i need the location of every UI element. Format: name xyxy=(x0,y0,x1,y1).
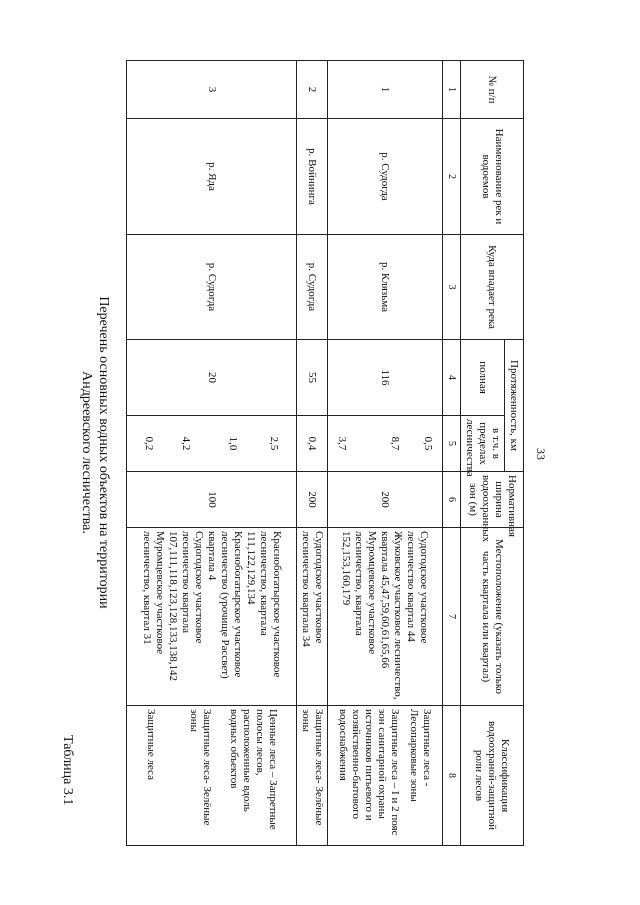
length-total: 55 xyxy=(297,340,328,416)
location-entry: Судогодское участковое лесничество квартал 44 xyxy=(405,531,431,644)
classification-entry: Защитные леса- Зелёные зоны xyxy=(188,709,213,826)
row-num: 2 xyxy=(297,61,328,119)
length-within-value: 8,7 xyxy=(389,436,402,451)
length-within-value: 4,2 xyxy=(180,436,193,451)
header-location: Местоположение (указать только часть квартала или квартал) xyxy=(461,528,524,706)
length-within-value: 0,2 xyxy=(143,436,156,451)
location-entry: Судогодское участковое лесничество квартала 107,111,118,123,128,133,138,142 xyxy=(167,531,205,682)
zone-width: 200 xyxy=(328,472,443,528)
header-classification: Классификация водоохраной-защитной роли лесов xyxy=(461,706,524,846)
table-row xyxy=(297,61,328,846)
classification: Защитные леса- Зелёные зоны xyxy=(297,706,328,846)
table-row xyxy=(127,61,297,846)
location-entry: Муромцевское участковое лесничество, квартала 152,153,160,179 xyxy=(340,531,379,655)
classification-entry: Защитные леса – I и 2 пояс зон санитарной охраны источников питьевого и хозяйственно-бытового водоснабжения xyxy=(337,709,402,836)
col-number: 4 xyxy=(443,340,461,416)
length-within xyxy=(127,416,297,472)
zone-width: 200 xyxy=(297,472,328,528)
length-within xyxy=(328,416,443,472)
length-within-value: 0,5 xyxy=(422,436,435,451)
water-objects-table xyxy=(126,60,524,846)
col-number: 3 xyxy=(443,235,461,340)
col-number: 8 xyxy=(443,706,461,846)
length-within: 0,4 xyxy=(297,416,328,472)
title-line-1: Перечень основных водных объектов на территории xyxy=(96,296,111,609)
location-entry: Краснобогатырское участковое лесничество (урочище Рассвет) квартала 4 xyxy=(206,531,244,679)
length-total: 116 xyxy=(328,340,443,416)
river-name: р. Войнинга xyxy=(297,119,328,235)
table-row xyxy=(328,61,443,846)
flows-into: р. Судогда xyxy=(127,235,297,340)
header-name: Наименование рек и водоемов xyxy=(461,119,524,235)
col-number: 2 xyxy=(443,119,461,235)
flows-into: р. Судогда xyxy=(297,235,328,340)
river-name: р. Судогда xyxy=(328,119,443,235)
row-num: 1 xyxy=(328,61,443,119)
header-length-total: полная xyxy=(461,340,505,416)
length-within-value: 3,7 xyxy=(336,436,349,451)
classification-entry: Защитные леса - Лесопарковые зоны xyxy=(408,709,434,802)
location-entry: Жуковское участковое лесничество, квартала 45,47,59,60,61,65,66 xyxy=(379,531,405,700)
title-line-2: Андреевского лесничества. xyxy=(79,371,94,534)
location xyxy=(127,528,297,706)
location-entry: Краснобогатырское участковое лесничество, квартала 111,122,129,134 xyxy=(245,531,283,678)
classification xyxy=(328,706,443,846)
classification-entry: Ценные леса – Запретные полосы лесов, расположенные вдоль водных объектов xyxy=(228,709,279,830)
length-within-value: 2,5 xyxy=(268,436,281,451)
header-zone-width: Нормативная ширина водоохранных зон (м) xyxy=(461,472,524,528)
length-within-value: 1,0 xyxy=(227,436,240,451)
col-number: 1 xyxy=(443,61,461,119)
classification xyxy=(127,706,297,846)
header-length-within: в т.ч. в пределах лесничества xyxy=(461,416,505,472)
header-length: Протяженность, км xyxy=(505,340,524,472)
location-entry: Муромцевское участковое лесничество, квартал 31 xyxy=(141,531,166,655)
classification-entry: Защитные леса xyxy=(145,709,157,781)
location xyxy=(328,528,443,706)
col-number: 5 xyxy=(443,416,461,472)
header-row-1 xyxy=(505,61,524,846)
row-num: 3 xyxy=(127,61,297,119)
col-number: 7 xyxy=(443,528,461,706)
header-num: № п/п xyxy=(461,61,524,119)
col-number: 6 xyxy=(443,472,461,528)
page-number: 33 xyxy=(534,448,548,460)
table-label: Таблица 3.1 xyxy=(60,735,75,806)
flows-into: р. Клязьма xyxy=(328,235,443,340)
column-number-row xyxy=(443,61,461,846)
zone-width: 100 xyxy=(127,472,297,528)
header-flows-into: Куда впадает река xyxy=(461,235,524,340)
location: Судогодское участковое лесничество квартала 34 xyxy=(297,528,328,706)
length-total: 20 xyxy=(127,340,297,416)
river-name: р. Яда xyxy=(127,119,297,235)
